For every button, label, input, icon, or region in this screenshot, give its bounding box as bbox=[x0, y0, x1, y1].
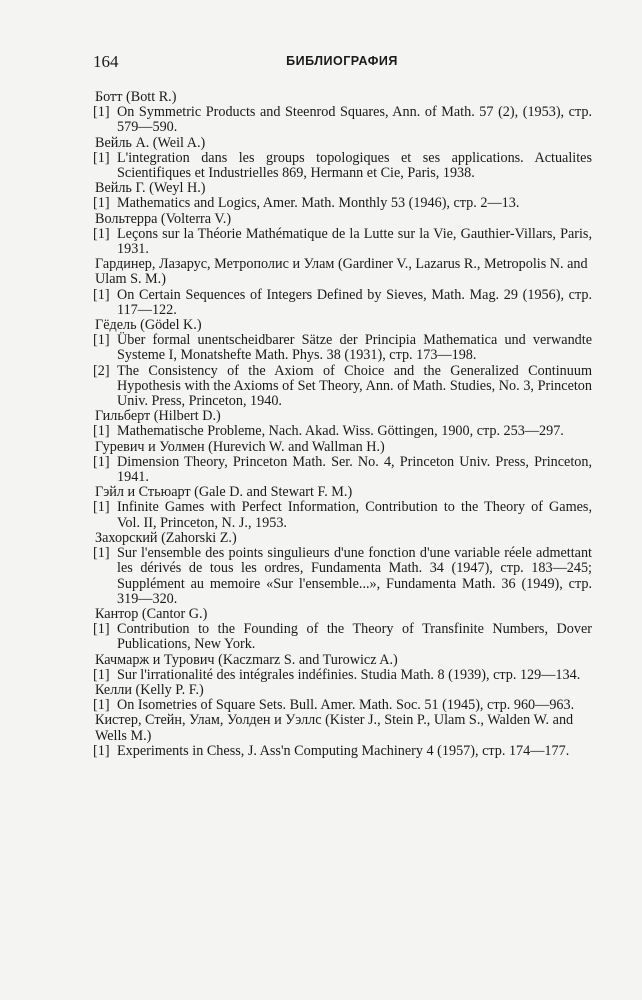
entry-number: [1] bbox=[93, 225, 110, 242]
entry-number: [1] bbox=[93, 423, 110, 440]
entry-text: On Certain Sequences of Integers Defined by Sieves, Math. Mag. 29 (1956), стр. 117—122. bbox=[117, 286, 592, 318]
bibliography-entry bbox=[93, 364, 592, 410]
bibliography-author: Вейль Г. (Weyl H.) bbox=[95, 180, 206, 197]
bibliography-author: Качмарж и Турович (Kaczmarz S. and Turowicz A.) bbox=[95, 651, 398, 668]
entry-number: [1] bbox=[93, 332, 110, 349]
entry-text: Contribution to the Founding of the Theory of Transfinite Numbers, Dover Publications, New York. bbox=[117, 621, 592, 653]
bibliography-entry bbox=[93, 698, 592, 713]
bibliography-list bbox=[93, 90, 592, 759]
entry-number: [1] bbox=[93, 697, 110, 714]
page-header bbox=[93, 52, 591, 74]
bibliography-entry bbox=[93, 744, 592, 759]
bibliography-entry bbox=[93, 288, 592, 318]
bibliography-author: Кистер, Стейн, Улам, Уолден и Уэллс (Kister J., Stein P., Ulam S., Walden W. and Wells M.) bbox=[95, 712, 574, 744]
entry-number: [1] bbox=[93, 545, 110, 562]
bibliography-author: Гардинер, Лазарус, Метрополис и Улам (Gardiner V., Lazarus R., Metropolis N. and Ulam S. M.) bbox=[95, 256, 588, 288]
bibliography-entry bbox=[93, 500, 592, 530]
entry-text: Mathematische Probleme, Nach. Akad. Wiss. Göttingen, 1900, стр. 253—297. bbox=[117, 423, 564, 440]
bibliography-author: Захорский (Zahorski Z.) bbox=[95, 529, 237, 546]
bibliography-entry bbox=[93, 151, 592, 181]
bibliography-entry bbox=[93, 333, 592, 363]
entry-text: Sur l'ensemble des points singulieurs d'une fonction d'une variable réele admettant les dérivés de tous les ordres, Fundamenta Math. 34 (1947), стр. 183—245; Supplément au memoire «Sur l'ensemble...», Fundamenta Math. 36 (1949), стр. 319—320. bbox=[117, 545, 592, 607]
entry-number: [1] bbox=[93, 195, 110, 212]
entry-number: [1] bbox=[93, 621, 110, 638]
bibliography-author: Ботт (Bott R.) bbox=[95, 89, 177, 105]
running-title: БИБЛИОГРАФИЯ bbox=[286, 54, 398, 68]
bibliography-entry bbox=[93, 105, 592, 135]
entry-text: Dimension Theory, Princeton Math. Ser. No. 4, Princeton Univ. Press, Princeton, 1941. bbox=[117, 453, 592, 486]
page-number: 164 bbox=[93, 52, 119, 71]
entry-text: Sur l'irrationalité des intégrales indéfinies. Studia Math. 8 (1939), стр. 129—134. bbox=[117, 666, 581, 683]
entry-number: [1] bbox=[93, 742, 110, 759]
entry-number: [1] bbox=[93, 453, 110, 470]
bibliography-entry bbox=[93, 622, 592, 652]
entry-number: [1] bbox=[93, 149, 110, 166]
bibliography-author: Гёдель (Gödel K.) bbox=[95, 317, 202, 334]
entry-number: [1] bbox=[93, 499, 110, 516]
entry-text: On Symmetric Products and Steenrod Squares, Ann. of Math. 57 (2), (1953), стр. 579—590. bbox=[117, 104, 592, 136]
bibliography-author: Кантор (Cantor G.) bbox=[95, 605, 208, 622]
entry-text: Über formal unentscheidbarer Sätze der Principia Mathematica und verwandte Systeme I, Monatshefte Math. Phys. 38 (1931), стр. 173—198. bbox=[117, 332, 592, 364]
entry-text: On Isometries of Square Sets. Bull. Amer. Math. Soc. 51 (1945), стр. 960—963. bbox=[117, 697, 575, 714]
bibliography-entry bbox=[93, 668, 592, 683]
bibliography-author: Вольтерра (Volterra V.) bbox=[95, 210, 232, 227]
entry-number: [1] bbox=[93, 286, 110, 303]
entry-number: [1] bbox=[93, 104, 110, 121]
entry-number: [1] bbox=[93, 666, 110, 683]
bibliography-author: Келли (Kelly P. F.) bbox=[95, 681, 204, 698]
bibliography-author: Гэйл и Стьюарт (Gale D. and Stewart F. M.) bbox=[95, 484, 353, 501]
entry-text: Infinite Games with Perfect Information, Contribution to the Theory of Games, Vol. II, Princeton, N. J., 1953. bbox=[117, 499, 592, 531]
bibliography-entry bbox=[93, 455, 592, 485]
entry-text: Leçons sur la Théorie Mathématique de la Lutte sur la Vie, Gauthier-Villars, Paris, 1931. bbox=[117, 225, 592, 258]
entry-number: [2] bbox=[93, 362, 110, 379]
entry-text: The Consistency of the Axiom of Choice and the Generalized Continuum Hypothesis with the Axioms of Set Theory, Ann. of Math. Studies, No. 3, Princeton Univ. Press, Princeton, 1940. bbox=[117, 362, 592, 410]
bibliography-author: Гуревич и Уолмен (Hurevich W. and Wallman H.) bbox=[95, 438, 385, 455]
bibliography-author: Вейль А. (Weil A.) bbox=[95, 134, 206, 151]
bibliography-entry bbox=[93, 546, 592, 607]
entry-text: Mathematics and Logics, Amer. Math. Monthly 53 (1946), стр. 2—13. bbox=[117, 195, 520, 212]
bibliography-author: Гильберт (Hilbert D.) bbox=[95, 408, 221, 425]
entry-text: L'integration dans les groups topologiques et ses applications. Actualites Scientifiques et Industrielles 869, Hermann et Cie, Paris, 1938. bbox=[117, 149, 592, 182]
bibliography-entry bbox=[93, 196, 592, 211]
bibliography-entry bbox=[93, 227, 592, 257]
entry-text: Experiments in Chess, J. Ass'n Computing Machinery 4 (1957), стр. 174—177. bbox=[117, 742, 570, 759]
bibliography-entry bbox=[93, 424, 592, 439]
